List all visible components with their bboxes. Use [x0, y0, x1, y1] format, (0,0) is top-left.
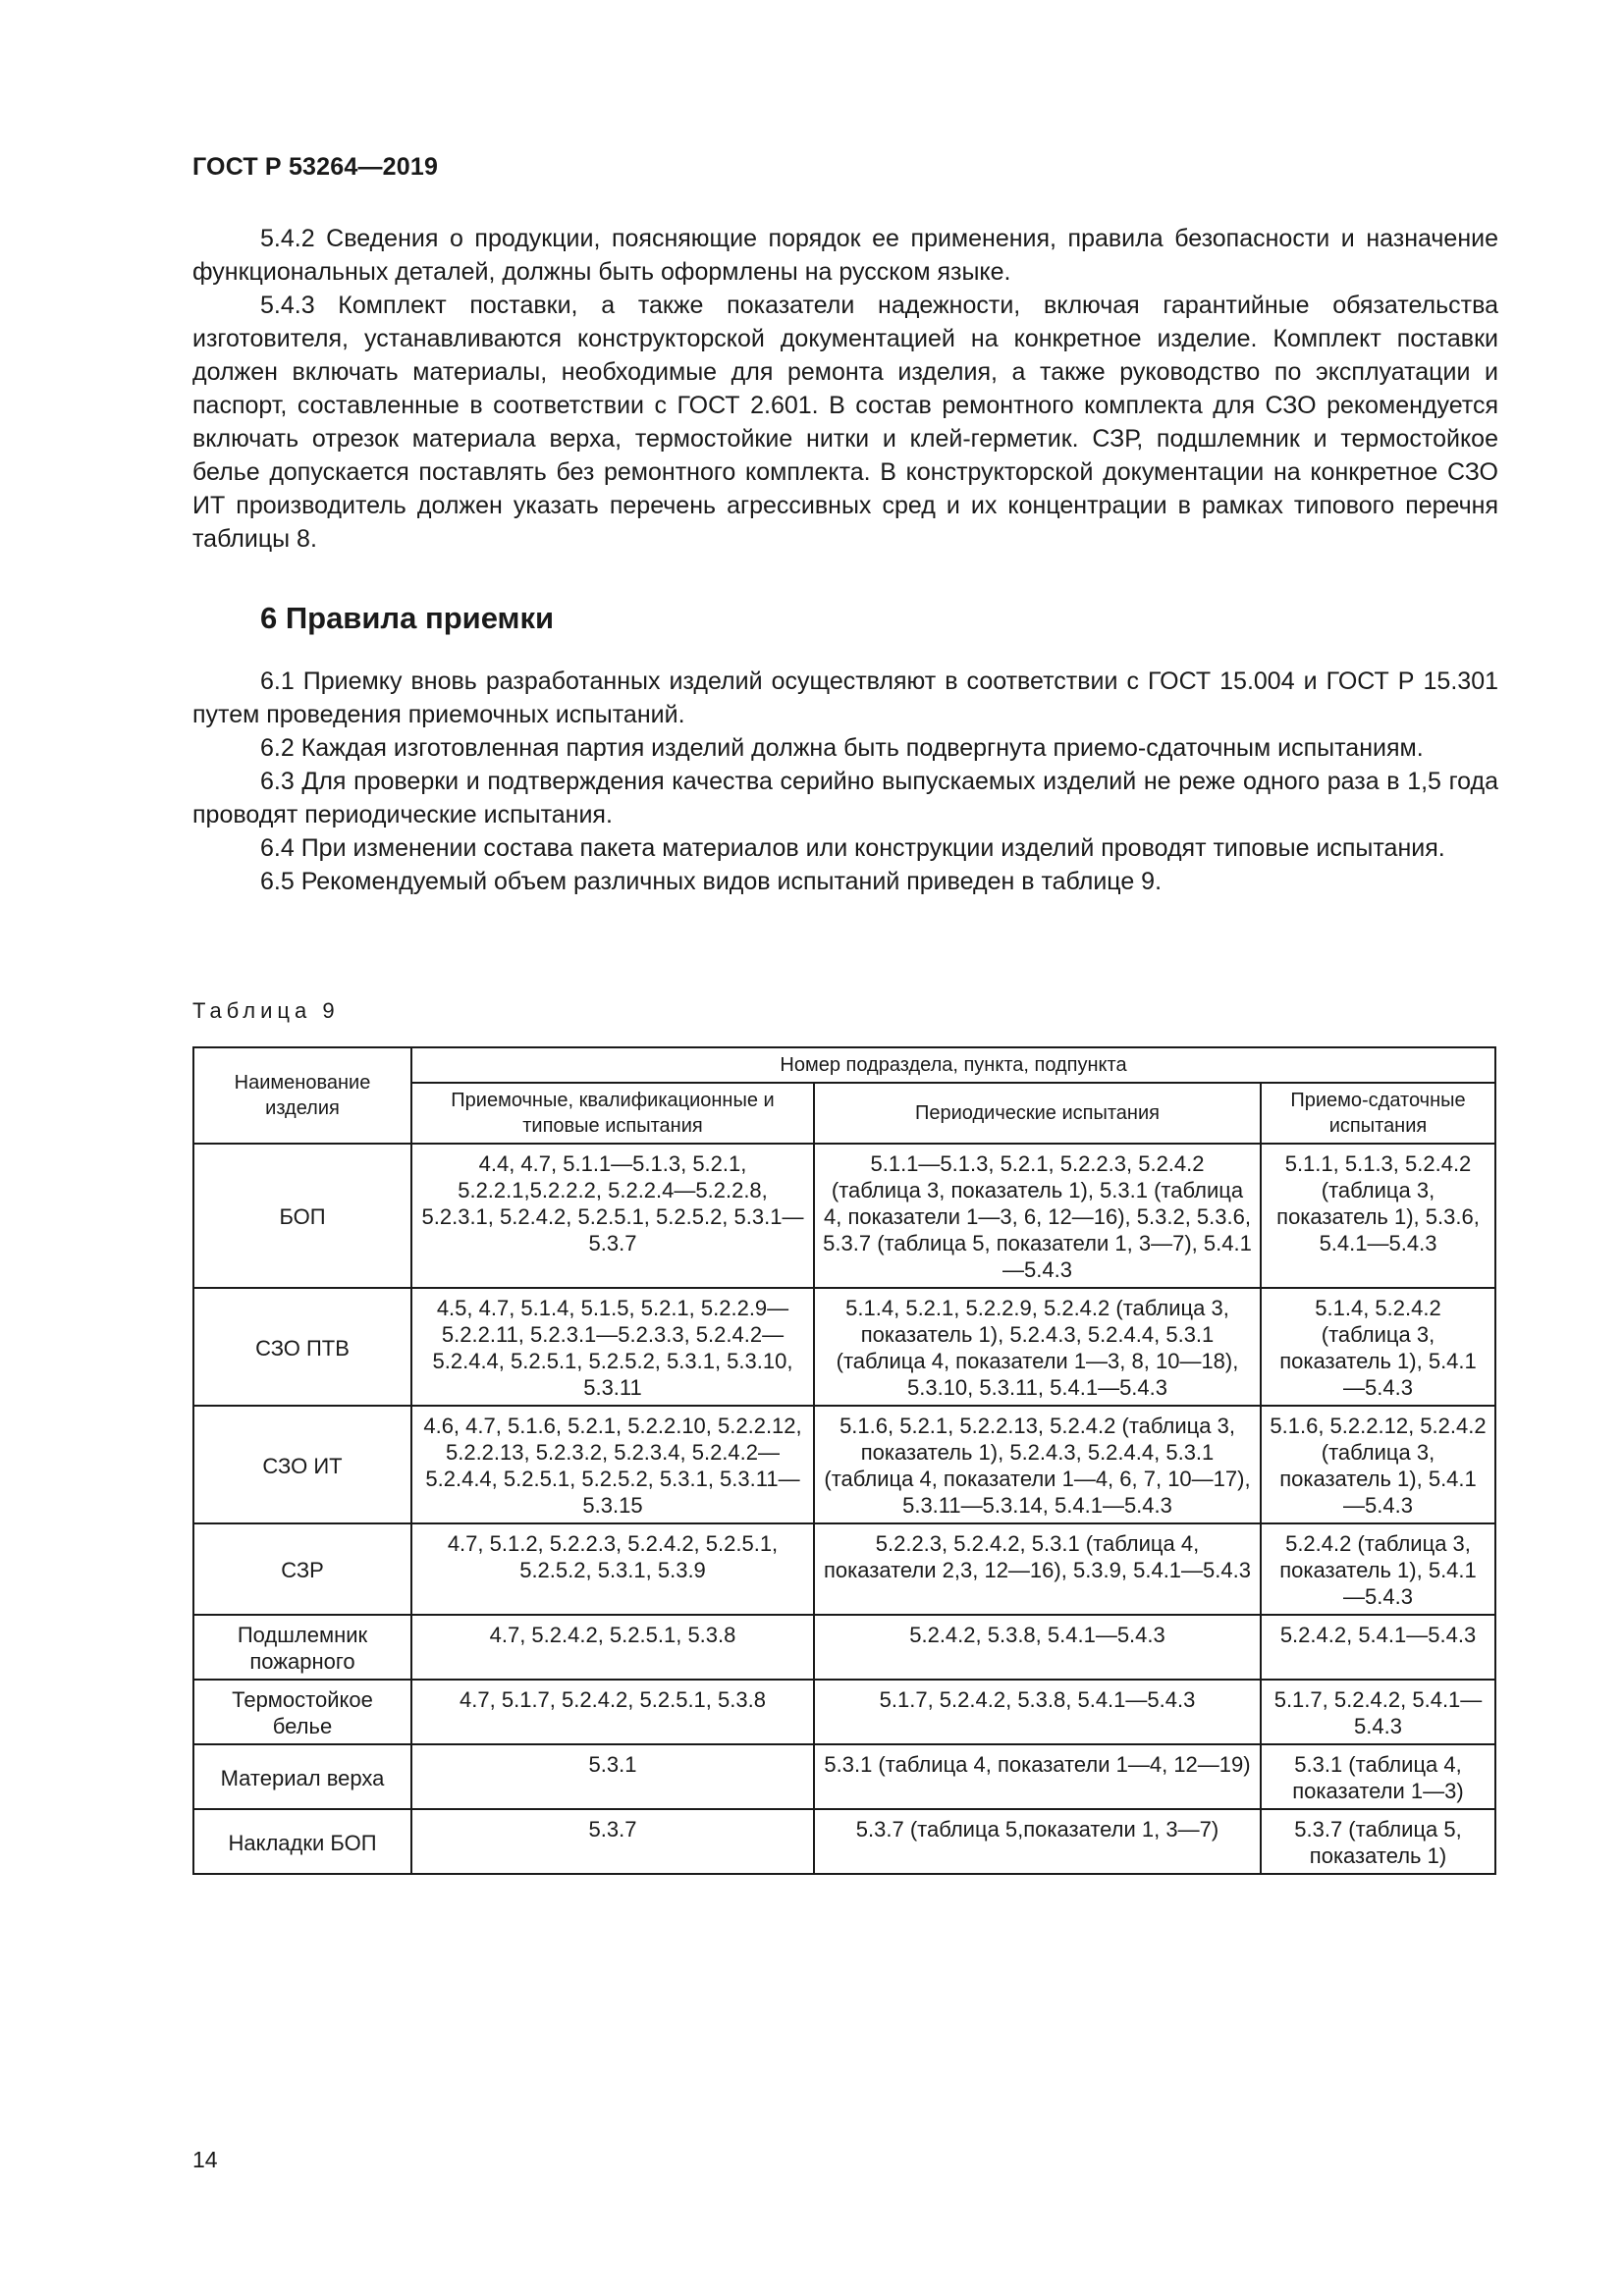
cell-acceptance: 4.4, 4.7, 5.1.1—5.1.3, 5.2.1, 5.2.2.1,5.2.2.2, 5.2.2.4—5.2.2.8, 5.2.3.1, 5.2.4.2, 5.2.5.1, 5.2.5.2, 5.3.1—5.3.7 — [411, 1144, 814, 1288]
paragraph-6-1: 6.1 Приемку вновь разработанных изделий осуществляют в соответствии с ГОСТ 15.004 и ГОСТ Р 15.301 путем проведения приемочных испытаний. — [192, 667, 1498, 728]
cell-periodic: 5.3.1 (таблица 4, показатели 1—4, 12—19) — [814, 1744, 1261, 1809]
paragraph-5-4-3: 5.4.3 Комплект поставки, а также показатели надежности, включая гарантийные обязательства изготовителя, устанавливаются конструкторской документацией на конкретное изделие. Комплект поставки должен включать материалы, необходимые для ремонта изделия, а также руководство по эксплуатации и паспорт, составленные в соответствии с ГОСТ 2.601. В состав ремонтного комплекта для СЗО рекомендуется включать отрезок материала верха, термостойкие нитки и клей-герметик. СЗР, подшлемник и термостойкое белье допускается поставлять без ремонтного комплекта. В конструкторской документации на конкретное СЗО ИТ производитель должен указать перечень агрессивных сред и их концентрации в рамках типового перечня таблицы 8. — [192, 292, 1498, 553]
cell-periodic: 5.3.7 (таблица 5,показатели 1, 3—7) — [814, 1809, 1261, 1874]
table-row — [193, 1406, 1495, 1523]
table-row — [193, 1523, 1495, 1615]
cell-acceptance: 4.7, 5.1.7, 5.2.4.2, 5.2.5.1, 5.3.8 — [411, 1680, 814, 1744]
cell-delivery: 5.3.1 (таблица 4, показатели 1—3) — [1261, 1744, 1495, 1809]
cell-acceptance: 5.3.1 — [411, 1744, 814, 1809]
cell-periodic: 5.1.4, 5.2.1, 5.2.2.9, 5.2.4.2 (таблица 3, показатель 1), 5.2.4.3, 5.2.4.4, 5.3.1 (таблица 4, показатели 1—3, 8, 10—18), 5.3.10, 5.3.11, 5.4.1—5.4.3 — [814, 1288, 1261, 1406]
page-number: 14 — [192, 2147, 218, 2172]
cell-periodic: 5.1.1—5.1.3, 5.2.1, 5.2.2.3, 5.2.4.2 (таблица 3, показатель 1), 5.3.1 (таблица 4, показатели 1—3, 6, 12—16), 5.3.2, 5.3.6, 5.3.7 (таблица 5, показатели 1, 3—7), 5.4.1—5.4.3 — [814, 1144, 1261, 1288]
header-periodic-tests: Периодические испытания — [814, 1083, 1261, 1144]
cell-delivery: 5.1.7, 5.2.4.2, 5.4.1—5.4.3 — [1261, 1680, 1495, 1744]
table-header-row — [193, 1047, 1495, 1083]
cell-delivery: 5.2.4.2, 5.4.1—5.4.3 — [1261, 1615, 1495, 1680]
cell-acceptance: 4.6, 4.7, 5.1.6, 5.2.1, 5.2.2.10, 5.2.2.12, 5.2.2.13, 5.2.3.2, 5.2.3.4, 5.2.4.2—5.2.4.4, 5.2.5.1, 5.2.5.2, 5.3.1, 5.3.11—5.3.15 — [411, 1406, 814, 1523]
section-6-text — [192, 665, 1498, 898]
table-row — [193, 1288, 1495, 1406]
table-row — [193, 1809, 1495, 1874]
cell-delivery: 5.1.4, 5.2.4.2 (таблица 3, показатель 1), 5.4.1—5.4.3 — [1261, 1288, 1495, 1406]
header-product-name: Наименование изделия — [193, 1047, 411, 1144]
header-acceptance-tests: Приемочные, квалификационные и типовые испытания — [411, 1083, 814, 1144]
cell-delivery: 5.3.7 (таблица 5, показатель 1) — [1261, 1809, 1495, 1874]
cell-periodic: 5.1.6, 5.2.1, 5.2.2.13, 5.2.4.2 (таблица 3, показатель 1), 5.2.4.3, 5.2.4.4, 5.3.1 (таблица 4, показатели 1—4, 6, 7, 10—17), 5.3.11—5.3.14, 5.4.1—5.4.3 — [814, 1406, 1261, 1523]
table-row — [193, 1615, 1495, 1680]
cell-acceptance: 4.7, 5.2.4.2, 5.2.5.1, 5.3.8 — [411, 1615, 814, 1680]
table-row — [193, 1744, 1495, 1809]
table-9 — [192, 1046, 1496, 1875]
row-product-name: Подшлемник пожарного — [193, 1615, 411, 1680]
table-caption: Таблица 9 — [192, 998, 340, 1023]
cell-acceptance: 5.3.7 — [411, 1809, 814, 1874]
row-product-name: Материал верха — [193, 1744, 411, 1809]
section-6-heading: 6 Правила приемки — [260, 601, 555, 635]
row-product-name: СЗО ПТВ — [193, 1288, 411, 1406]
cell-delivery: 5.1.6, 5.2.2.12, 5.2.4.2 (таблица 3, показатель 1), 5.4.1—5.4.3 — [1261, 1406, 1495, 1523]
cell-acceptance: 4.5, 4.7, 5.1.4, 5.1.5, 5.2.1, 5.2.2.9—5.2.2.11, 5.2.3.1—5.2.3.3, 5.2.4.2—5.2.4.4, 5.2.5.1, 5.2.5.2, 5.3.1, 5.3.10, 5.3.11 — [411, 1288, 814, 1406]
paragraph-6-5: 6.5 Рекомендуемый объем различных видов испытаний приведен в таблице 9. — [260, 868, 1163, 895]
row-product-name: СЗР — [193, 1523, 411, 1615]
cell-delivery: 5.2.4.2 (таблица 3, показатель 1), 5.4.1—5.4.3 — [1261, 1523, 1495, 1615]
paragraph-6-2: 6.2 Каждая изготовленная партия изделий должна быть подвергнута приемо-сдаточным испытаниям. — [260, 734, 1424, 762]
row-product-name: СЗО ИТ — [193, 1406, 411, 1523]
header-delivery-tests: Приемо-сдаточные испытания — [1261, 1083, 1495, 1144]
row-product-name: Накладки БОП — [193, 1809, 411, 1874]
header-section-number: Номер подраздела, пункта, подпункта — [411, 1047, 1495, 1083]
paragraph-6-3: 6.3 Для проверки и подтверждения качества серийно выпускаемых изделий не реже одного раза в 1,5 года проводят периодические испытания. — [192, 768, 1498, 828]
cell-delivery: 5.1.1, 5.1.3, 5.2.4.2 (таблица 3, показатель 1), 5.3.6, 5.4.1—5.4.3 — [1261, 1144, 1495, 1288]
table-row — [193, 1680, 1495, 1744]
cell-acceptance: 4.7, 5.1.2, 5.2.2.3, 5.2.4.2, 5.2.5.1, 5.2.5.2, 5.3.1, 5.3.9 — [411, 1523, 814, 1615]
cell-periodic: 5.1.7, 5.2.4.2, 5.3.8, 5.4.1—5.4.3 — [814, 1680, 1261, 1744]
section-5-4-text — [192, 222, 1498, 556]
document-header: ГОСТ Р 53264—2019 — [192, 153, 439, 181]
paragraph-6-4: 6.4 При изменении состава пакета материалов или конструкции изделий проводят типовые испытания. — [260, 834, 1445, 862]
table-row — [193, 1144, 1495, 1288]
paragraph-5-4-2: 5.4.2 Сведения о продукции, поясняющие порядок ее применения, правила безопасности и назначение функциональных деталей, должны быть оформлены на русском языке. — [192, 225, 1498, 286]
row-product-name: БОП — [193, 1144, 411, 1288]
cell-periodic: 5.2.4.2, 5.3.8, 5.4.1—5.4.3 — [814, 1615, 1261, 1680]
cell-periodic: 5.2.2.3, 5.2.4.2, 5.3.1 (таблица 4, показатели 2,3, 12—16), 5.3.9, 5.4.1—5.4.3 — [814, 1523, 1261, 1615]
row-product-name: Термостойкое белье — [193, 1680, 411, 1744]
